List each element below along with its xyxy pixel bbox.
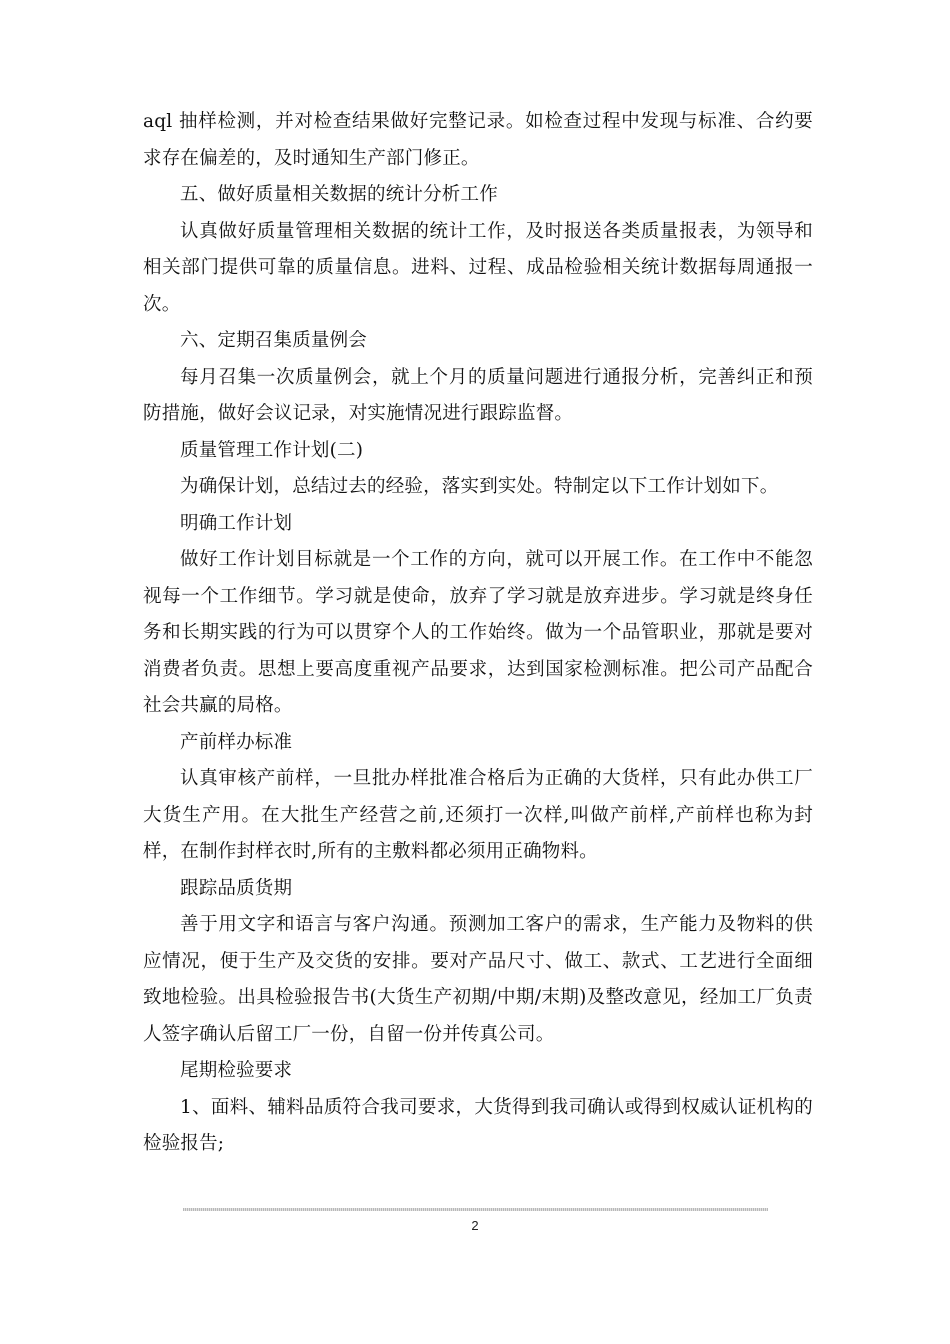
section-heading-clear-plan: 明确工作计划 (180, 512, 293, 534)
paragraph-statistics: 认真做好质量管理相关数据的统计工作，及时报送各类质量报表，为领导和相关部门提供可靠的质量信息。进料、过程、成品检验相关统计数据每周通报一次。 (143, 220, 813, 315)
footer-divider (183, 1208, 768, 1211)
section-heading-pre-production-sample: 产前样办标准 (180, 731, 293, 753)
paragraph-final-inspection-item-1: 1、面料、辅料品质符合我司要求，大货得到我司确认或得到权威认证机构的检验报告; (143, 1096, 813, 1154)
paragraph-quality-meeting: 每月召集一次质量例会，就上个月的质量问题进行通报分析，完善纠正和预防措施，做好会议记录，对实施情况进行跟踪监督。 (143, 366, 813, 424)
section-heading-quality-meeting: 六、定期召集质量例会 (180, 330, 368, 351)
section-heading-final-inspection: 尾期检验要求 (180, 1060, 293, 1081)
paragraph-track-quality: 善于用文字和语言与客户沟通。预测加工客户的需求，生产能力及物料的供应情况，便于生产及交货的安排。要对产品尺寸、做工、款式、工艺进行全面细致地检验。出具检验报告书(大货生产初期/中期/末期)及整改意见，经加工厂负责人签字确认后留工厂一份，自留一份并传真公司。 (143, 914, 813, 1045)
paragraph-plan-intro: 为确保计划，总结过去的经验，落实到实处。特制定以下工作计划如下。 (180, 476, 779, 497)
document-body (143, 104, 813, 1163)
section-heading-plan-two: 质量管理工作计划(二) (180, 439, 364, 461)
paragraph-clear-plan: 做好工作计划目标就是一个工作的方向，就可以开展工作。在工作中不能忽视每一个工作细节。学习就是使命，放弃了学习就是放弃进步。学习就是终身任务和长期实践的行为可以贯穿个人的工作始终。做为一个品管职业，那就是要对消费者负责。思想上要高度重视产品要求，达到国家检测标准。把公司产品配合社会共赢的局格。 (143, 549, 813, 716)
paragraph-pre-production-sample: 认真审核产前样，一旦批办样批准合格后为正确的大货样，只有此办供工厂大货生产用。在大批生产经营之前,还须打一次样,叫做产前样,产前样也称为封样，在制作封样衣时,所有的主敷料都必须用正确物料。 (143, 768, 813, 862)
section-heading-statistics: 五、做好质量相关数据的统计分析工作 (180, 184, 498, 205)
page-number: 2 (471, 1218, 479, 1233)
section-heading-track-quality: 跟踪品质货期 (180, 877, 293, 899)
paragraph-continued: aql 抽样检测，并对检查结果做好完整记录。如检查过程中发现与标准、合约要求存在偏差的，及时通知生产部门修正。 (143, 111, 813, 169)
